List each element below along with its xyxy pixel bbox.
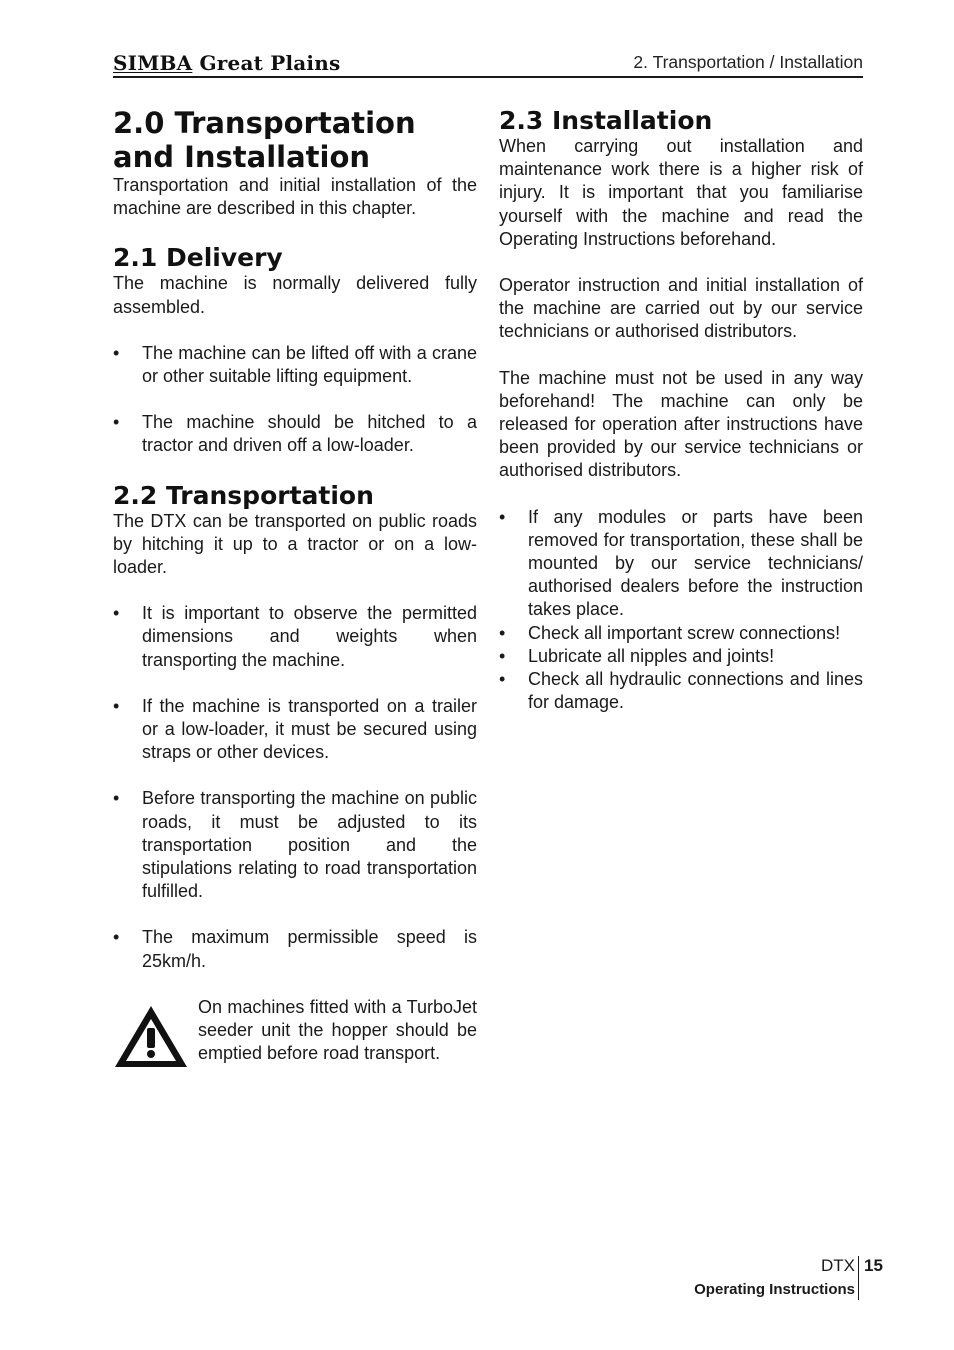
page-footer [600, 1256, 886, 1302]
list-item: • It is important to observe the permitted dimensions and weights when transporting the machine. [113, 603, 477, 670]
section-2-2-intro: The DTX can be transported on public roads by hitching it up to a tractor or on a low-loader. [113, 510, 477, 578]
list-item: • The maximum permissible speed is 25km/h. [113, 927, 477, 971]
list-item: • The machine can be lifted off with a crane or other suitable lifting equipment. [113, 342, 477, 387]
list-item: • If any modules or parts have been removed for transportation, these shall be mounted by our service technicians/ authorised dealers before the instruction takes place. [499, 506, 863, 620]
page-number: 15 [864, 1256, 883, 1275]
footer-product: DTX [821, 1256, 855, 1275]
section-2-0-title [113, 106, 477, 174]
section-2-1-bullets [113, 342, 477, 388]
left-column [113, 106, 477, 1065]
list-item: • If the machine is transported on a trailer or a low-loader, it must be secured using straps or other devices. [113, 695, 477, 763]
warning-icon [113, 1004, 189, 1070]
warning-text: On machines fitted with a TurboJet seeder unit the hopper should be emptied before road transport. [198, 996, 477, 1064]
list-item: • Check all hydraulic connections and lines for damage. [499, 669, 863, 713]
warning-note [113, 996, 477, 1066]
footer-doc-title: Operating Instructions [694, 1281, 855, 1298]
right-column [499, 106, 863, 714]
list-item: • The machine should be hitched to a tractor and driven off a low-loader. [113, 412, 477, 456]
brand-logo [113, 51, 340, 75]
section-2-2-bullets [113, 602, 477, 672]
section-2-0-title-line2: and Installation [113, 140, 371, 174]
section-2-3-para2: Operator instruction and initial installation of the machine are carried out by our service technicians or authorised distributors. [499, 275, 863, 342]
brand-great-plains: Great Plains [192, 51, 341, 75]
chapter-title: 2. Transportation / Installation [633, 52, 863, 72]
section-2-3-title: 2.3 Installation [499, 106, 713, 135]
section-2-1-title: 2.1 Delivery [113, 243, 283, 273]
list-item: • Check all important screw connections! [499, 622, 841, 643]
section-2-0-title-line1: 2.0 Transportation [113, 106, 416, 140]
section-2-2-title: 2.2 Transportation [113, 480, 374, 510]
footer-divider [858, 1256, 859, 1300]
list-item: • Before transporting the machine on public roads, it must be adjusted to its transportation position and the stipulations relating to road transportation fulfilled. [113, 788, 477, 902]
section-2-3-bullets [499, 506, 863, 715]
section-2-3-para3: The machine must not be used in any way beforehand! The machine can only be released for operation after instructions have been provided by our service technicians or authorised distributors. [499, 367, 863, 481]
list-item: • Lubricate all nipples and joints! [499, 645, 775, 666]
page-header [113, 50, 863, 78]
brand-simba: SIMBA [113, 51, 193, 75]
section-2-3-para1: When carrying out installation and maintenance work there is a higher risk of injury. It is important that you familiarise yourself with the machine and read the Operating Instructions beforehand. [499, 136, 863, 249]
section-2-1-intro: The machine is normally delivered fully assembled. [113, 273, 477, 317]
section-2-0-intro: Transportation and initial installation of the machine are described in this chapter. [113, 175, 477, 219]
